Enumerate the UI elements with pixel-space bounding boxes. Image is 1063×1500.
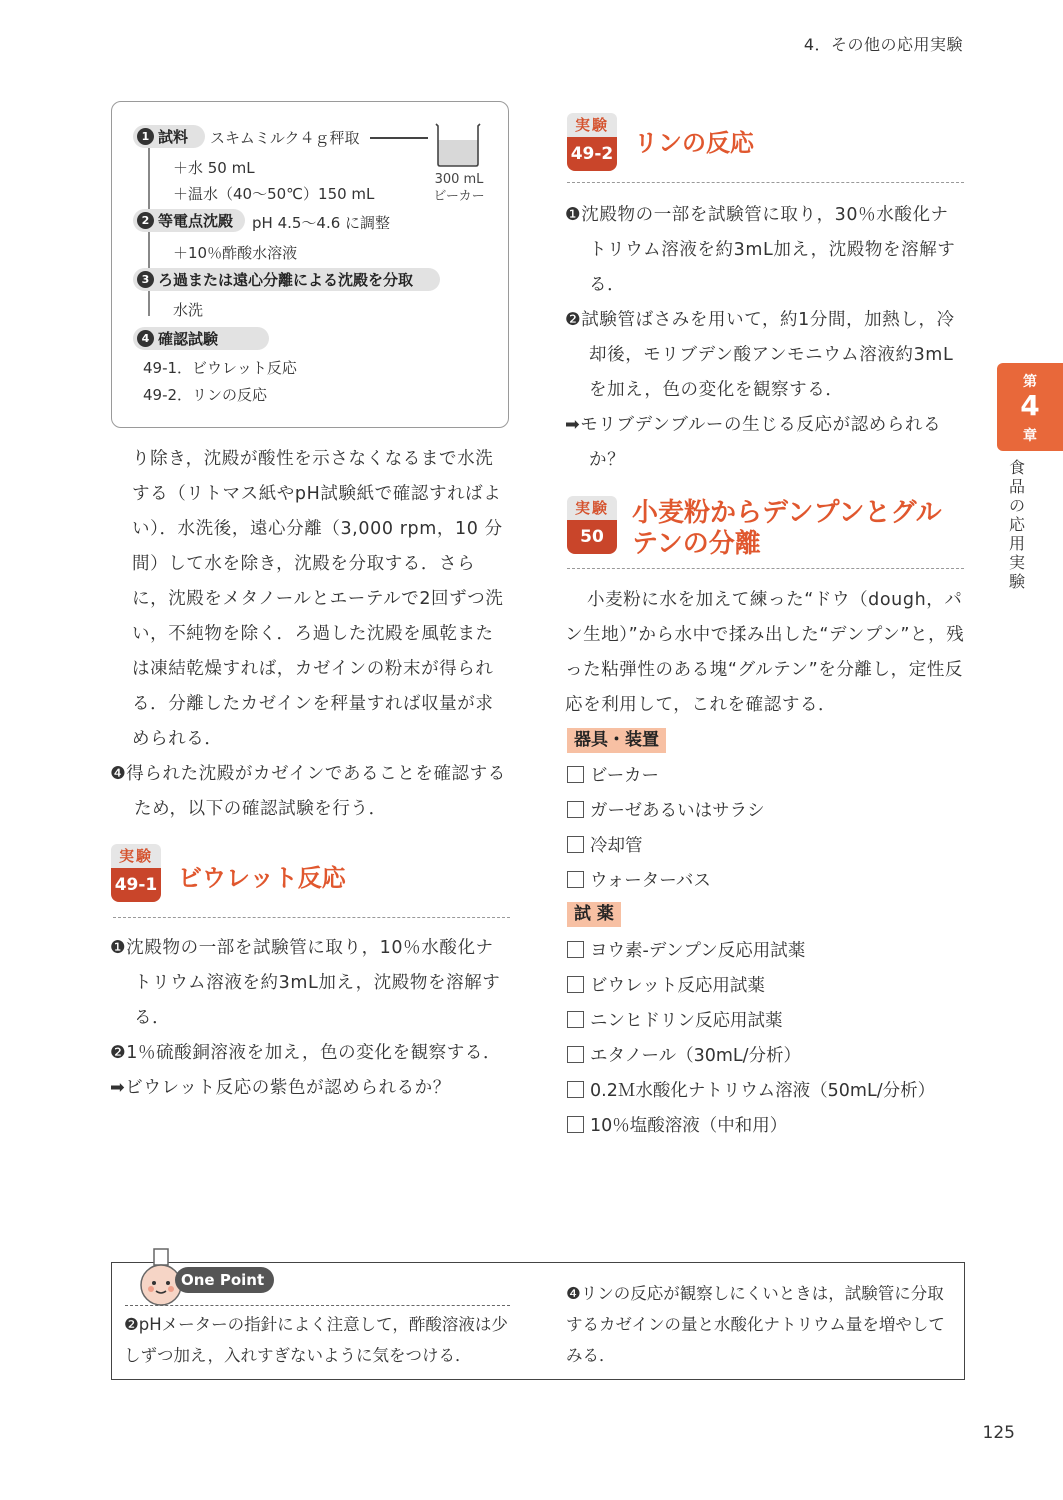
item-label: ビウレット反応用試薬: [590, 976, 765, 996]
running-header: 4．その他の応用実験: [803, 35, 963, 54]
experiment-50-badge: [567, 496, 617, 556]
item-label: 10％塩酸溶液（中和用）: [590, 1116, 788, 1136]
one-point-left-text: ❷pHメーターの指針によく注意して，酢酸溶液は少しずつ加え，入れすぎないように気をつける．: [124, 1315, 508, 1365]
flow-step-1-text: スキムミルク４ｇ秤取: [210, 129, 360, 147]
flow-add-warm-water: ＋温水（40〜50℃）150 mL: [173, 185, 375, 203]
equipment-list: [567, 757, 765, 897]
badge-number: 49-2: [567, 137, 617, 171]
experiment-49-2-badge: [567, 113, 617, 173]
beaker-icon: [434, 122, 482, 168]
one-point-right-text: ❹リンの反応が観察しにくいときは，試験管に分取するカゼインの量と水酸化ナトリウム量を増やしてみる．: [566, 1284, 945, 1365]
reagent-item[interactable]: [567, 1002, 935, 1037]
casein-paragraph: り除き，沈殿が酸性を示さなくなるまで水洗する（リトマス紙やpH試験紙で確認すればよい）．水洗後，遠心分離（3,000 rpm，10 分間）して水を除き，沈殿を分取する．さらに，沈殿をメタノールとエーテルで2回ずつ洗い，不純物を除く．ろ過した沈殿を風乾または凍結乾燥すれば，カゼインの粉末が得られる．分離したカゼインを秤量すれば収量が求められる．: [132, 449, 504, 749]
flow-arrow: [370, 137, 428, 139]
flow-step-4: [133, 327, 269, 350]
page-number: 125: [982, 1423, 1015, 1443]
flow-wash: 水洗: [173, 301, 204, 319]
equipment-item[interactable]: [567, 862, 765, 897]
step-number: 2: [137, 212, 154, 229]
item-label: 0.2Ｍ水酸化ナトリウム溶液（50mL/分析）: [590, 1081, 936, 1101]
divider: [567, 182, 964, 183]
confirm-test-paragraph: ❹得られた沈殿がカゼインであることを確認するため，以下の確認試験を行う．: [110, 764, 506, 819]
chapter-number: 4: [1020, 389, 1040, 422]
flow-test-1: 49-1．ビウレット反応: [143, 359, 297, 377]
checkbox[interactable]: [567, 976, 584, 993]
step-1: ❶沈殿物の一部を試験管に取り，30％水酸化ナトリウム溶液を約3mL加え，沈殿物を溶解する．: [565, 205, 956, 295]
checkbox[interactable]: [567, 941, 584, 958]
experiment-50-intro: 小麦粉に水を加えて練った“ドウ（dough，パン生地）”から水中で揉み出した“デンプン”と，残った粘弾性のある塊“グルテン”を分離し，定性反応を利用して，これを確認する．: [565, 590, 965, 715]
title-line-2: テンの分離: [632, 529, 761, 559]
reagents-list: [567, 932, 935, 1142]
checkbox[interactable]: [567, 766, 584, 783]
item-label: ビーカー: [590, 766, 659, 786]
step-number: 3: [137, 271, 154, 288]
equipment-tag: 器具・装置: [567, 728, 666, 753]
step-2: ❷試験管ばさみを用いて，約1分間，加熱し，冷却後，モリブデン酸アンモニウム溶液約3mLを加え，色の変化を観察する．: [565, 310, 955, 400]
chapter-title-vertical: 食品の応用実験: [1008, 458, 1025, 591]
checkbox[interactable]: [567, 801, 584, 818]
reagent-item[interactable]: [567, 967, 935, 1002]
reagent-item[interactable]: [567, 932, 935, 967]
step-number: 1: [137, 128, 154, 145]
reagent-item[interactable]: [567, 1072, 935, 1107]
step-2: ❷1％硫酸銅溶液を加え，色の変化を観察する．: [110, 1043, 502, 1063]
experiment-49-1-steps: [110, 931, 510, 1106]
flow-step-2: [133, 209, 245, 232]
checkbox[interactable]: [567, 1081, 584, 1098]
experiment-49-2-title: リンの反応: [634, 129, 754, 157]
item-label: ウォーターバス: [590, 871, 711, 891]
beaker-name: ビーカー: [433, 189, 485, 204]
experiment-49-1-badge: [111, 844, 161, 904]
item-label: ニンヒドリン反応用試薬: [590, 1011, 783, 1031]
result-check: ➡ビウレット反応の紫色が認められるか？: [110, 1078, 451, 1098]
divider: [113, 917, 510, 918]
divider: [567, 568, 964, 569]
item-label: ガーゼあるいはサラシ: [590, 801, 765, 821]
flow-test-2: 49-2．リンの反応: [143, 386, 268, 404]
equipment-item[interactable]: [567, 827, 765, 862]
one-point-badge: One Point: [175, 1267, 274, 1293]
experiment-49-1-title: ビウレット反応: [178, 864, 346, 892]
step-1: ❶沈殿物の一部を試験管に取り，10％水酸化ナトリウム溶液を約3mL加え，沈殿物を溶解する．: [110, 938, 501, 1028]
reagents-tag: 試 薬: [567, 902, 621, 927]
chapter-tab-prefix: 第: [1023, 374, 1037, 390]
beaker-label: [424, 171, 494, 205]
step-number: 4: [137, 330, 154, 347]
item-label: 冷却管: [590, 836, 643, 856]
reagent-item[interactable]: [567, 1107, 935, 1142]
title-line-1: 小麦粉からデンプンとグル: [632, 498, 942, 528]
result-check: ➡モリブデンブルーの生じる反応が認められるか？: [565, 415, 942, 470]
divider: [125, 1305, 510, 1306]
equipment-item[interactable]: [567, 757, 765, 792]
step-label: 等電点沈殿: [158, 212, 234, 230]
flow-add-acid: ＋10％酢酸水溶液: [173, 244, 298, 262]
step-label: 確認試験: [158, 330, 219, 348]
item-label: エタノール（30mL/分析）: [590, 1046, 802, 1066]
checkbox[interactable]: [567, 1046, 584, 1063]
badge-number: 49-1: [111, 868, 161, 902]
badge-label: 実験: [567, 113, 617, 137]
badge-label: 実験: [567, 496, 617, 520]
step-label: 試料: [158, 128, 189, 146]
beaker-volume: 300 mL: [434, 172, 484, 187]
experiment-50-title: [632, 498, 942, 560]
badge-number: 50: [567, 520, 617, 554]
checkbox[interactable]: [567, 836, 584, 853]
experiment-49-2-steps: [565, 198, 965, 478]
flow-step-2-text: pH 4.5〜4.6 に調整: [252, 214, 391, 232]
checkbox[interactable]: [567, 1116, 584, 1133]
equipment-item[interactable]: [567, 792, 765, 827]
chapter-tab: [997, 363, 1063, 451]
item-label: ヨウ素-デンプン反応用試薬: [590, 941, 806, 961]
chapter-tab-suffix: 章: [1023, 428, 1037, 444]
checkbox[interactable]: [567, 871, 584, 888]
flow-add-water: ＋水 50 mL: [173, 159, 255, 177]
flow-step-3: [133, 268, 440, 291]
reagent-item[interactable]: [567, 1037, 935, 1072]
checkbox[interactable]: [567, 1011, 584, 1028]
step-label: ろ過または遠心分離による沈殿を分取: [158, 271, 414, 289]
badge-label: 実験: [111, 844, 161, 868]
flow-step-1: [133, 125, 205, 148]
